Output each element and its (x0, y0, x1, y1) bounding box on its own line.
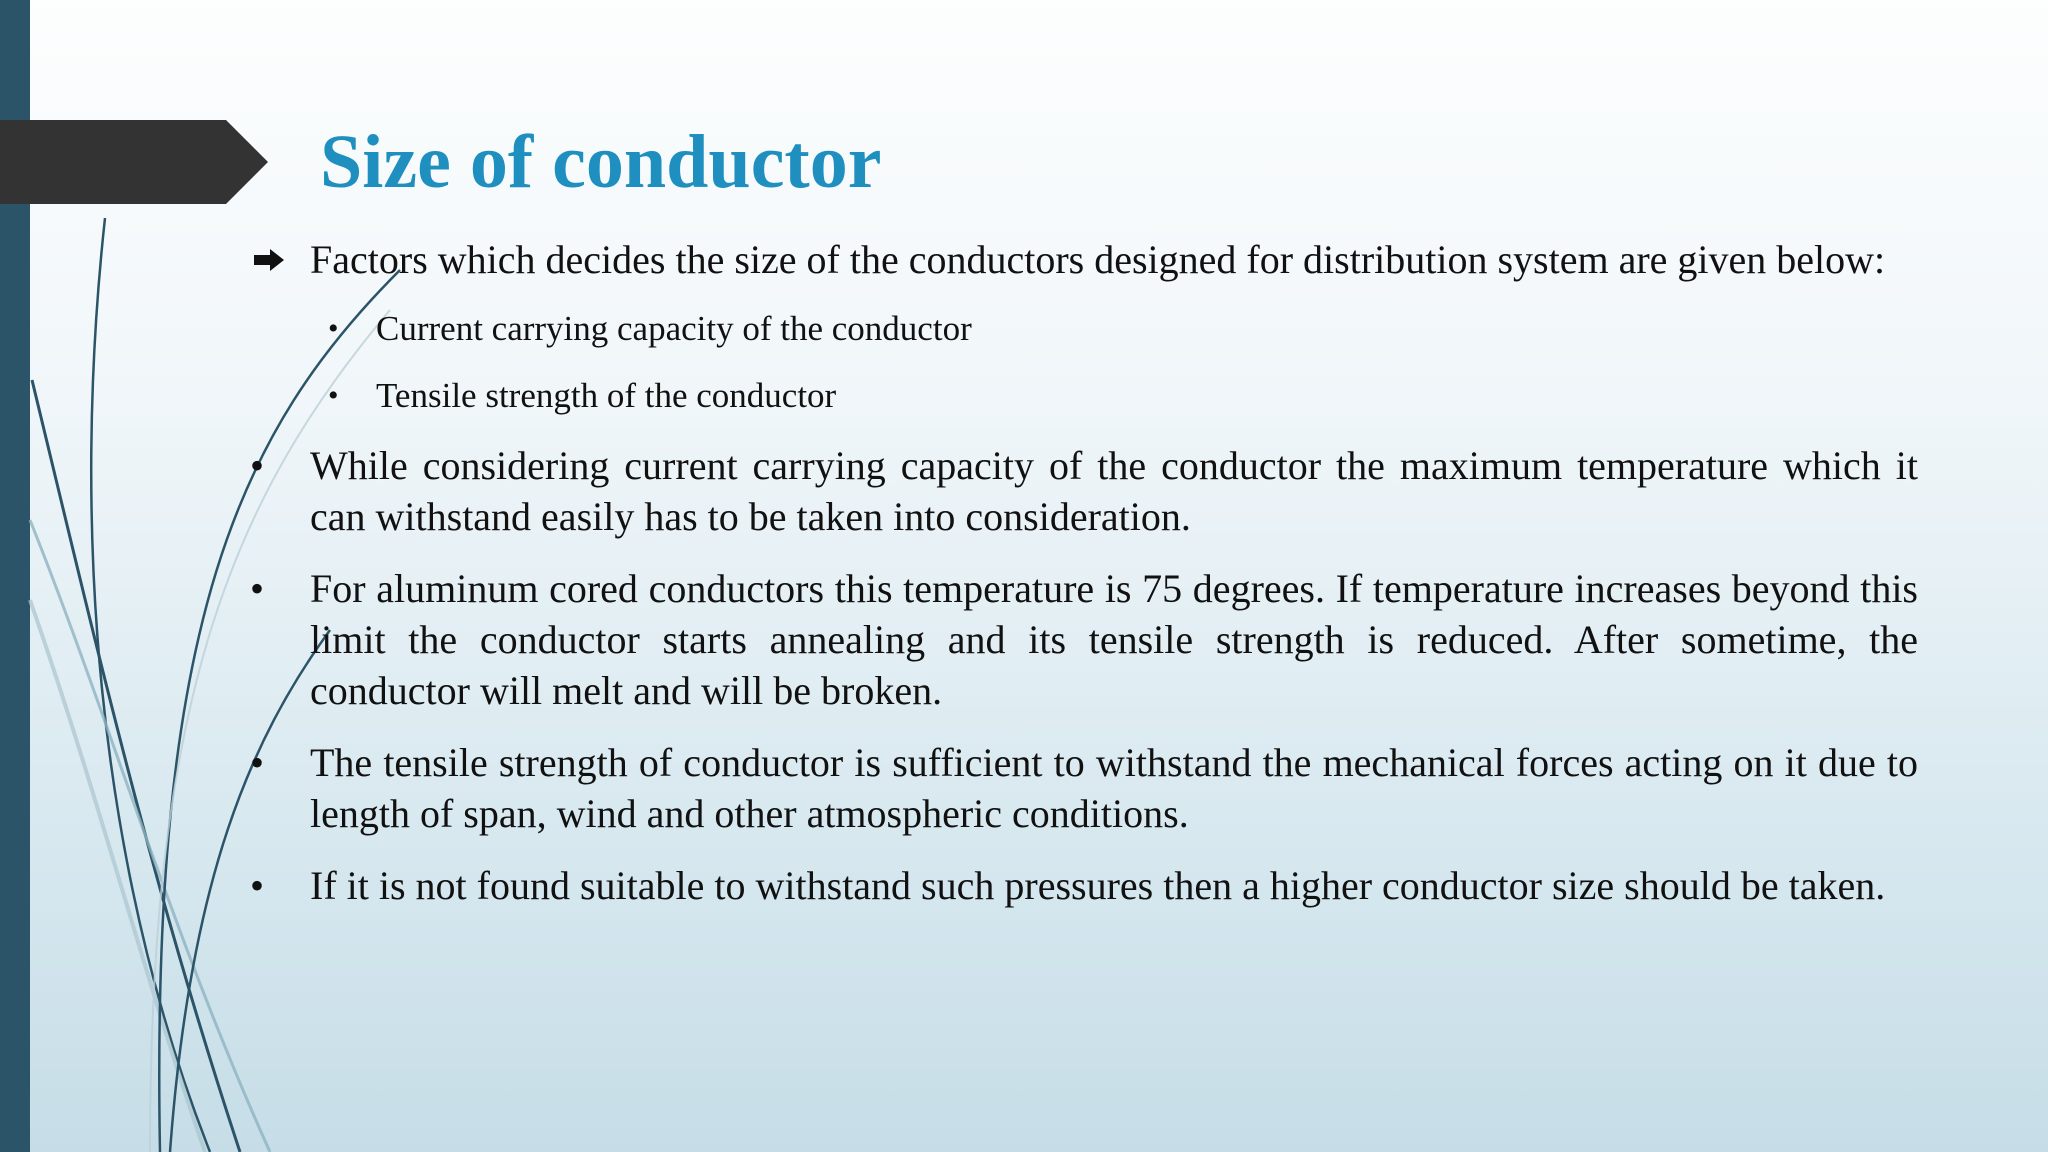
bullet-item (250, 234, 1918, 285)
arrow-bullet-icon (254, 249, 284, 271)
sub-bullet-item (250, 373, 1918, 419)
sub-bullet-marker: • (328, 312, 339, 345)
bullet-marker: • (250, 740, 265, 785)
bullet-text: While considering current carrying capacity of the conductor the maximum temperature which it can withstand easily has to be taken into consideration. (310, 443, 1918, 539)
sub-bullet-marker: • (328, 379, 339, 412)
sub-bullet-text: Current carrying capacity of the conductor (376, 309, 972, 348)
sub-bullet-list (250, 306, 1918, 419)
slide-title: Size of conductor (320, 120, 882, 204)
bullet-item (250, 860, 1918, 911)
bullet-text: If it is not found suitable to withstand such pressures then a higher conductor size should be taken. (310, 863, 1886, 908)
bullet-item (250, 563, 1918, 716)
sub-bullet-text: Tensile strength of the conductor (376, 376, 837, 415)
bullet-text: For aluminum cored conductors this temperature is 75 degrees. If temperature increases beyond this limit the conductor starts annealing and its tensile strength is reduced. After sometime, the conductor will melt and will be broken. (310, 566, 1918, 713)
bullet-marker: • (250, 443, 265, 488)
bullet-text: The tensile strength of conductor is sufficient to withstand the mechanical forces acting on it due to length of span, wind and other atmospheric conditions. (310, 740, 1918, 836)
bullet-text: Factors which decides the size of the conductors designed for distribution system are given below: (310, 237, 1886, 282)
sub-bullet-item (250, 306, 1918, 352)
bullet-item (250, 440, 1918, 542)
title-arrow-banner (0, 120, 268, 204)
bullet-marker: • (250, 863, 265, 908)
bullet-item (250, 737, 1918, 839)
bullet-marker: • (250, 566, 265, 611)
slide-content (250, 234, 1918, 932)
